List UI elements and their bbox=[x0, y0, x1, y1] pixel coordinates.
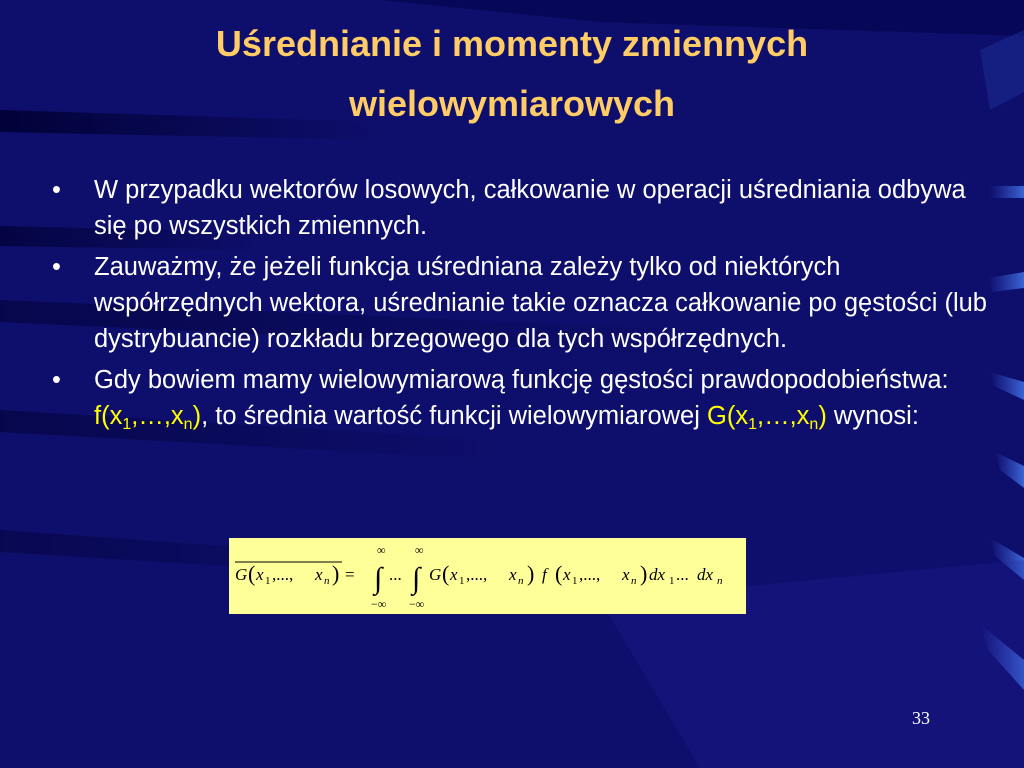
x-symbol: x bbox=[256, 565, 264, 584]
f-name: f(x bbox=[94, 402, 123, 430]
bullet-text: W przypadku wektorów losowych, całkowanie w operacji uśredniania odbywa się po wszystkich zmiennych. bbox=[94, 176, 966, 240]
subscript-n: n bbox=[324, 575, 330, 587]
subscript-1: 1 bbox=[122, 416, 132, 433]
subscript-1: 1 bbox=[265, 575, 271, 587]
g-symbol: G bbox=[429, 565, 442, 584]
subscript-n: n bbox=[809, 416, 819, 433]
x-symbol: x bbox=[563, 565, 571, 584]
dots: ,..., bbox=[272, 565, 294, 584]
bullet-text-a: Gdy bowiem mamy wielowymiarową funkcję gęstości prawdopodobieństwa: bbox=[94, 366, 949, 394]
bullet-item-1 bbox=[52, 172, 992, 244]
subscript-n: n bbox=[717, 575, 723, 587]
title-line-1: Uśrednianie i momenty zmiennych bbox=[215, 23, 809, 64]
bullet-icon: • bbox=[52, 176, 61, 204]
paren-left: ( bbox=[442, 561, 450, 586]
equals-sign: = bbox=[345, 565, 355, 584]
x-symbol: x bbox=[315, 565, 323, 584]
subscript-n: n bbox=[518, 575, 524, 587]
bullet-icon: • bbox=[52, 366, 61, 394]
subscript-1: 1 bbox=[459, 575, 465, 587]
x-symbol: x bbox=[622, 565, 630, 584]
subscript-1: 1 bbox=[572, 575, 578, 587]
bullet-icon: • bbox=[52, 253, 61, 281]
g-mid: ,…,x bbox=[756, 402, 810, 430]
paren-right: ) bbox=[527, 561, 535, 586]
f-close: ) bbox=[192, 402, 202, 430]
bullet-text-b: , to średnia wartość funkcji wielowymiarowej bbox=[201, 402, 707, 430]
g-function-expr bbox=[707, 402, 827, 433]
upper-limit: ∞ bbox=[377, 543, 386, 557]
page-number: 33 bbox=[912, 708, 930, 728]
formula-box bbox=[229, 538, 746, 614]
subscript-1: 1 bbox=[748, 416, 757, 433]
x-symbol: x bbox=[450, 565, 458, 584]
x-symbol: x bbox=[509, 565, 517, 584]
f-mid: ,…,x bbox=[131, 402, 184, 430]
g-close: ) bbox=[818, 402, 827, 430]
lower-limit: −∞ bbox=[409, 597, 425, 611]
density-function-expr bbox=[94, 402, 202, 433]
bullet-text-c: wynosi: bbox=[826, 402, 919, 430]
g-symbol: G bbox=[235, 565, 248, 584]
g-name: G(x bbox=[707, 402, 749, 430]
bullet-list bbox=[52, 172, 992, 439]
mean-value-formula bbox=[229, 538, 746, 614]
ellipsis: ... bbox=[389, 565, 402, 584]
bullet-item-3 bbox=[52, 362, 992, 434]
upper-limit: ∞ bbox=[415, 543, 424, 557]
ellipsis: ... bbox=[676, 565, 689, 584]
slide-title bbox=[60, 14, 964, 134]
dots: ,..., bbox=[579, 565, 601, 584]
paren-right: ) bbox=[640, 561, 648, 586]
f-symbol: f bbox=[542, 565, 547, 584]
dots: ,..., bbox=[466, 565, 488, 584]
integral-icon: ∫ bbox=[374, 562, 383, 595]
bullet-text: Zauważmy, że jeżeli funkcja uśredniana zależy tylko od niektórych współrzędnych wektora, uśrednianie takie oznacza całkowanie po gęstości (lub dystrybuancie) rozkładu brzegowego dla tych współrzędnych. bbox=[94, 253, 987, 353]
dx-symbol: dx bbox=[697, 565, 714, 584]
paren-left: ( bbox=[555, 561, 563, 586]
title-line-2: wielowymiarowych bbox=[348, 83, 676, 124]
subscript-1: 1 bbox=[669, 575, 675, 587]
lower-limit: −∞ bbox=[371, 597, 387, 611]
bullet-item-2 bbox=[52, 249, 992, 357]
subscript-n: n bbox=[183, 416, 193, 433]
paren-left: ( bbox=[248, 561, 256, 586]
subscript-n: n bbox=[631, 575, 637, 587]
integral-icon: ∫ bbox=[412, 562, 421, 595]
dx-symbol: dx bbox=[649, 565, 666, 584]
paren-right: ) bbox=[332, 561, 340, 586]
